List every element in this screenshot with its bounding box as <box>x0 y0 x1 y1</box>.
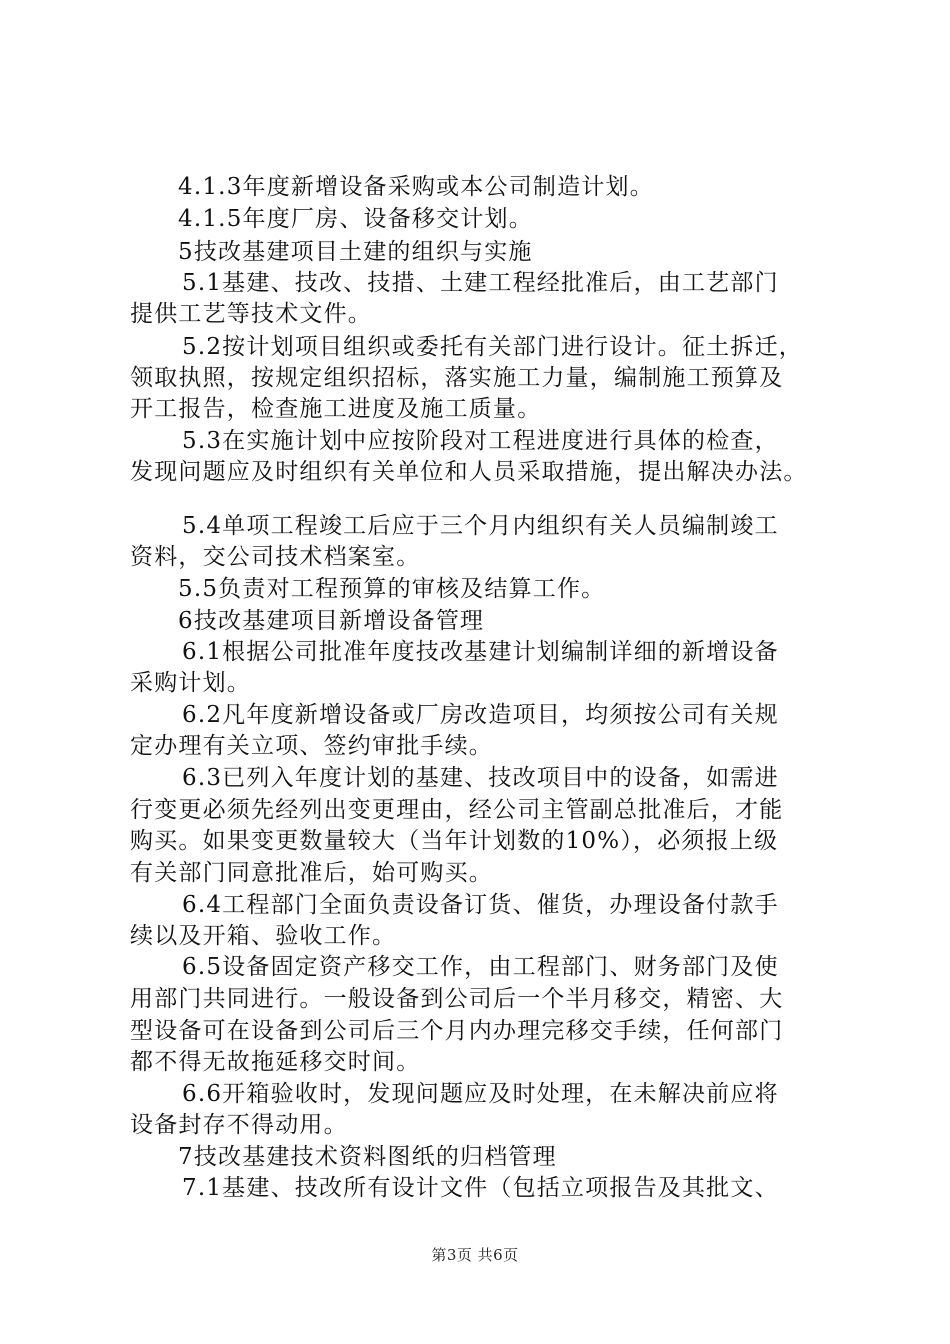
text-line: 发现问题应及时组织有关单位和人员采取措施，提出解决办法。 <box>130 459 808 485</box>
text-line: 6.2凡年度新增设备或厂房改造项目，均须按公司有关规 <box>182 702 779 728</box>
text-line: 采购计划。 <box>130 670 251 696</box>
text-line: 都不得无故拖延移交时间。 <box>130 1049 421 1075</box>
text-line: 领取执照，按规定组织招标，落实施工力量，编制施工预算及 <box>130 365 784 391</box>
text-line: 定办理有关立项、签约审批手续。 <box>130 733 493 759</box>
text-line: 购买。如果变更数量较大（当年计划数的10%），必须报上级 <box>130 828 779 854</box>
text-line: 5.1基建、技改、技措、土建工程经批准后，由工艺部门 <box>182 270 779 296</box>
text-line: 有关部门同意批准后，始可购买。 <box>130 860 493 886</box>
text-line: 用部门共同进行。一般设备到公司后一个半月移交，精密、大 <box>130 986 784 1012</box>
page-number: 第3页 共6页 <box>431 1246 519 1264</box>
text-line: 续以及开箱、验收工作。 <box>130 923 397 949</box>
text-line: 行变更必须先经列出变更理由，经公司主管副总批准后，才能 <box>130 797 784 823</box>
text-line: 设备封存不得动用。 <box>130 1112 348 1138</box>
text-line: 6.1根据公司批准年度技改基建计划编制详细的新增设备 <box>182 639 779 665</box>
text-line: 5.2按计划项目组织或委托有关部门进行设计。征土拆迁， <box>182 334 803 360</box>
text-line: 资料，交公司技术档案室。 <box>130 544 421 570</box>
text-line: 7.1基建、技改所有设计文件（包括立项报告及其批文、 <box>182 1175 779 1201</box>
section-heading: 7技改基建技术资料图纸的归档管理 <box>178 1144 557 1170</box>
text-line: 型设备可在设备到公司后三个月内办理完移交手续，任何部门 <box>130 1018 784 1044</box>
text-line: 5.5负责对工程预算的审核及结算工作。 <box>178 576 606 602</box>
text-line: 6.6开箱验收时，发现问题应及时处理，在未解决前应将 <box>182 1081 779 1107</box>
text-line: 开工报告，检查施工进度及施工质量。 <box>130 396 542 422</box>
text-line: 6.4工程部门全面负责设备订货、催货，办理设备付款手 <box>182 892 779 918</box>
text-line: 5.3在实施计划中应按阶段对工程进度进行具体的检查， <box>182 428 779 454</box>
section-heading: 6技改基建项目新增设备管理 <box>178 608 485 634</box>
section-heading: 5技改基建项目土建的组织与实施 <box>178 239 533 265</box>
text-line: 6.3已列入年度计划的基建、技改项目中的设备，如需进 <box>182 765 779 791</box>
text-line: 6.5设备固定资产移交工作，由工程部门、财务部门及使 <box>182 954 779 980</box>
text-line: 5.4单项工程竣工后应于三个月内组织有关人员编制竣工 <box>182 513 779 539</box>
text-line: 4.1.5年度厂房、设备移交计划。 <box>178 206 533 232</box>
text-line: 提供工艺等技术文件。 <box>130 301 372 327</box>
text-line: 4.1.3年度新增设备采购或本公司制造计划。 <box>178 174 654 200</box>
